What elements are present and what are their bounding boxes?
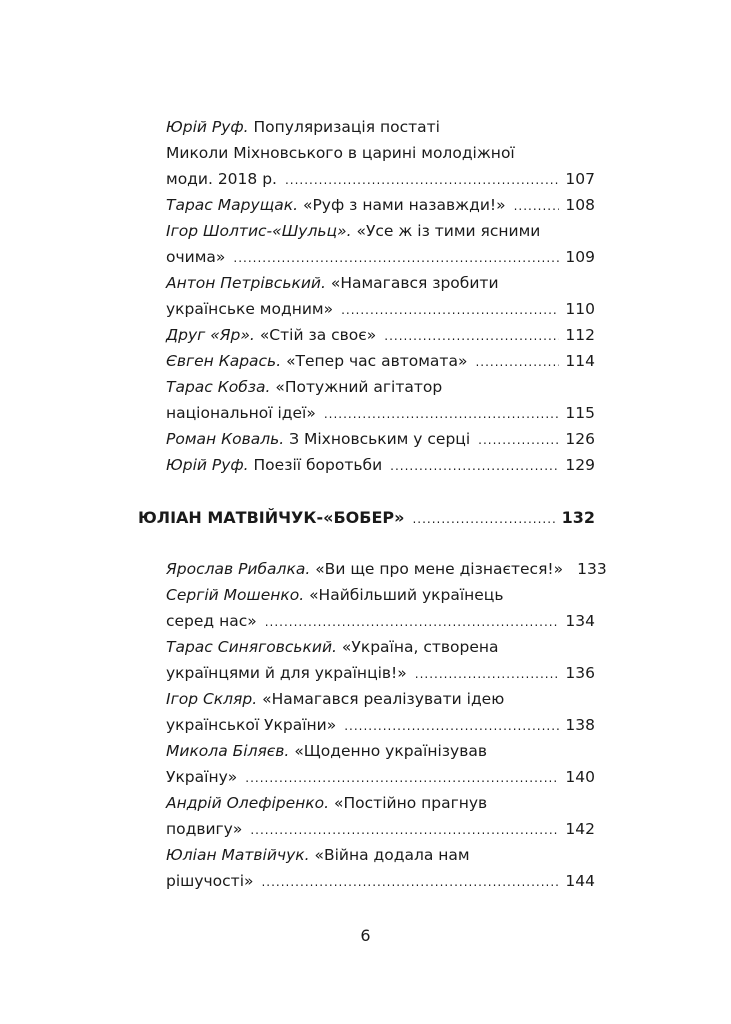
toc-page-number: 138	[565, 716, 595, 734]
toc-author: Ярослав Рибалка.	[166, 560, 311, 578]
toc-entry-moshenko-cont	[166, 608, 595, 634]
leader-dots	[341, 297, 559, 323]
toc-page-number: 109	[565, 248, 595, 266]
toc-title: національної ідеї»	[166, 404, 316, 422]
toc-author: Юліан Матвійчук.	[166, 846, 310, 864]
toc-entry-karas	[166, 348, 595, 374]
toc-author: Тарас Марущак.	[166, 196, 299, 214]
toc-author: Роман Коваль.	[166, 430, 285, 448]
toc-title: Популяризація постаті	[253, 118, 440, 136]
page-number: 6	[360, 926, 371, 945]
toc-title: «Тепер час автомата»	[286, 352, 468, 370]
toc-title: Поезії боротьби	[253, 456, 383, 474]
leader-dots	[285, 167, 559, 193]
toc-section-heading	[138, 504, 595, 532]
toc-title: української України»	[166, 716, 337, 734]
toc-title: «Найбільший українець	[309, 586, 504, 604]
toc-page-number: 144	[565, 872, 595, 890]
toc-page-number: 112	[565, 326, 595, 344]
toc-entry-skliar-cont	[166, 712, 595, 738]
toc-page-number: 136	[565, 664, 595, 682]
toc-title: «Ви ще про мене дізнаєтеся!»	[315, 560, 564, 578]
toc-author: Тарас Синяговський.	[166, 638, 337, 656]
toc-page-number: 126	[565, 430, 595, 448]
toc-entry-syniahovskyi-cont	[166, 660, 595, 686]
toc-page-number: 108	[565, 196, 595, 214]
toc-page-number: 129	[565, 456, 595, 474]
toc-author: Микола Біляєв.	[166, 742, 290, 760]
toc-title: «Усе ж із тими ясними	[356, 222, 541, 240]
toc-title: серед нас»	[166, 612, 257, 630]
toc-title: «Намагався реалізувати ідею	[262, 690, 505, 708]
toc-page-number: 134	[565, 612, 595, 630]
section-title: ЮЛІАН МАТВІЙЧУК-«БОБЕР»	[138, 508, 405, 527]
toc-author: Євген Карась.	[166, 352, 282, 370]
toc-entry-petrivskyi-cont	[166, 296, 595, 322]
leader-dots	[233, 245, 559, 271]
toc-title: З Міхновським у серці	[289, 430, 471, 448]
toc-page-number: 133	[577, 560, 607, 578]
leader-dots	[412, 505, 555, 533]
toc-entry-yar	[166, 322, 595, 348]
toc-title: «Війна додала нам	[314, 846, 470, 864]
toc-page-number: 140	[565, 768, 595, 786]
toc-entry-moshenko	[166, 582, 595, 608]
toc-author: Друг «Яр».	[166, 326, 255, 344]
leader-dots	[514, 193, 560, 219]
toc-entry-ruf-1	[166, 114, 595, 140]
toc-author: Ігор Скляр.	[166, 690, 258, 708]
toc-title: українське модним»	[166, 300, 334, 318]
toc-title: «Намагався зробити	[330, 274, 499, 292]
toc-title: «Потужний агітатор	[275, 378, 443, 396]
toc-entry-koval	[166, 426, 595, 452]
toc-author: Сергій Мошенко.	[166, 586, 305, 604]
toc-title: рішучості»	[166, 872, 254, 890]
toc-entry-ruf-1-cont2	[166, 166, 595, 192]
toc-page-number: 114	[565, 352, 595, 370]
toc-entry-skliar	[166, 686, 595, 712]
toc-entry-marushchak	[166, 192, 595, 218]
toc-title: Миколи Міхновського в царині молодіжної	[166, 144, 515, 162]
leader-dots	[478, 427, 559, 453]
toc-entry-olefirenko	[166, 790, 595, 816]
leader-dots	[384, 323, 559, 349]
leader-dots	[265, 609, 560, 635]
toc-entry-petrivskyi	[166, 270, 595, 296]
toc-entry-matviichuk-cont	[166, 868, 595, 894]
toc-entry-rybalka	[166, 556, 607, 582]
leader-dots	[250, 817, 559, 843]
leader-dots	[245, 765, 559, 791]
toc-entry-ruf-1-cont	[166, 140, 595, 166]
leader-dots	[344, 713, 559, 739]
toc-author: Андрій Олефіренко.	[166, 794, 330, 812]
toc-title: Україну»	[166, 768, 238, 786]
toc-entry-olefirenko-cont	[166, 816, 595, 842]
section-page-number: 132	[561, 508, 595, 527]
toc-title: «Стій за своє»	[259, 326, 377, 344]
toc-entry-sholtys	[166, 218, 595, 244]
toc-page-number: 107	[565, 170, 595, 188]
leader-dots	[390, 453, 559, 479]
toc-author: Ігор Шолтис-«Шульц».	[166, 222, 352, 240]
leader-dots	[261, 869, 559, 895]
toc-entry-kobza	[166, 374, 595, 400]
toc-entry-biliaiev-cont	[166, 764, 595, 790]
leader-dots	[415, 661, 560, 687]
toc-entry-kobza-cont	[166, 400, 595, 426]
toc-author: Юрій Руф.	[166, 456, 249, 474]
toc-title: українцями й для українців!»	[166, 664, 407, 682]
toc-author: Тарас Кобза.	[166, 378, 271, 396]
toc-author: Юрій Руф.	[166, 118, 249, 136]
toc-entry-sholtys-cont	[166, 244, 595, 270]
toc-entry-biliaiev	[166, 738, 595, 764]
toc-title: моди. 2018 р.	[166, 170, 277, 188]
toc-title: «Постійно прагнув	[334, 794, 488, 812]
toc-entry-matviichuk	[166, 842, 595, 868]
leader-dots	[324, 401, 560, 427]
toc-entry-ruf-2	[166, 452, 595, 478]
toc-page-number: 115	[565, 404, 595, 422]
toc-title: «Україна, створена	[341, 638, 499, 656]
toc-page-number: 110	[565, 300, 595, 318]
leader-dots	[475, 349, 559, 375]
toc-entry-syniahovskyi	[166, 634, 595, 660]
toc-page-number: 142	[565, 820, 595, 838]
toc-title: подвигу»	[166, 820, 243, 838]
toc-title: очима»	[166, 248, 226, 266]
toc-author: Антон Петрівський.	[166, 274, 326, 292]
toc-title: «Руф з нами назавжди!»	[302, 196, 506, 214]
toc-title: «Щоденно українізував	[294, 742, 487, 760]
